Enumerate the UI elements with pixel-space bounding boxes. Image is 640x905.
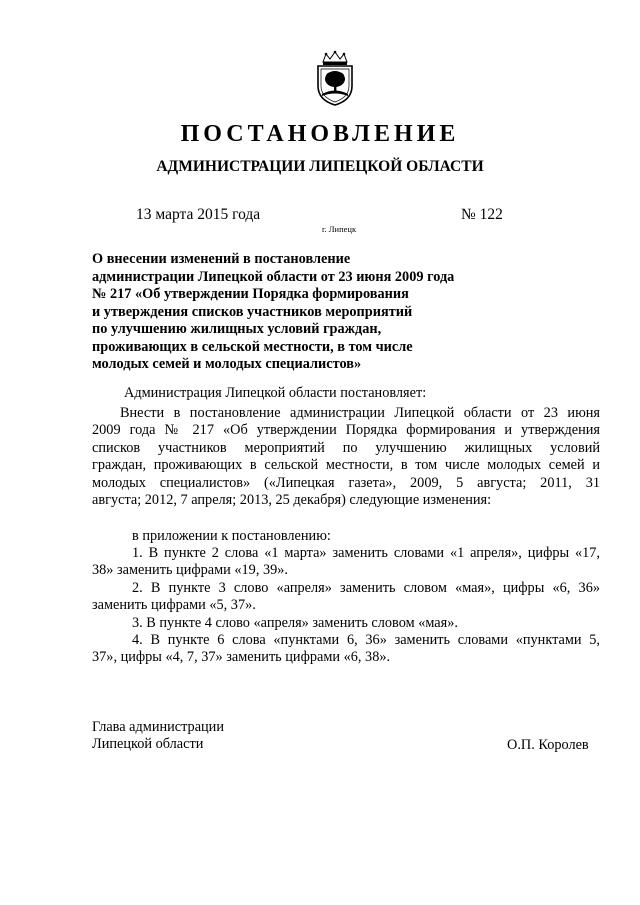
decree-line: списков участников мероприятий по улучшению жилищных условий bbox=[92, 439, 600, 456]
heading-line: № 217 «Об утверждении Порядка формирования bbox=[92, 286, 409, 302]
signatory-name: О.П. Королев bbox=[507, 737, 589, 753]
amendment-item-1: 1. В пункте 2 слова «1 марта» заменить словами «1 апреля», цифры «17, bbox=[132, 545, 600, 561]
signatory-position bbox=[92, 719, 224, 754]
document-heading bbox=[92, 251, 532, 374]
amendment-item-1-cont: 38» заменить цифрами «19, 39». bbox=[92, 562, 288, 579]
decree-line: молодых специалистов» («Липецкая газета», 2009, 5 августа; 2011, 31 bbox=[92, 474, 600, 491]
decree-line: Внести в постановление администрации Липецкой области от 23 июня bbox=[120, 405, 600, 421]
intro-text: Администрация Липецкой области постановляет: bbox=[124, 385, 427, 401]
amendment-item-3: 3. В пункте 4 слово «апреля» заменить словом «мая». bbox=[132, 614, 458, 631]
amendment-item-2-cont: заменить цифрами «5, 37». bbox=[92, 597, 256, 614]
decree-line: 2009 года № 217 «Об утверждении Порядка формирования и утверждения bbox=[92, 422, 600, 439]
appendix-paragraph bbox=[92, 528, 600, 545]
document-subtitle: АДМИНИСТРАЦИИ ЛИПЕЦКОЙ ОБЛАСТИ bbox=[156, 158, 484, 175]
document-number: № 122 bbox=[461, 206, 503, 223]
heading-line: молодых семей и молодых специалистов» bbox=[92, 356, 362, 372]
amendment-list bbox=[92, 545, 600, 667]
lipetsk-coat-of-arms-icon bbox=[314, 50, 356, 106]
document-title: ПОСТАНОВЛЕНИЕ bbox=[180, 121, 460, 147]
appendix-text: в приложении к постановлению: bbox=[132, 528, 331, 544]
decree-line: августа; 2012, 7 апреля; 2013, 25 декабря) следующие изменения: bbox=[92, 492, 492, 509]
decree-paragraph bbox=[92, 405, 600, 509]
intro-paragraph bbox=[92, 385, 600, 402]
heading-line: и утверждения списков участников мероприятий bbox=[92, 303, 413, 320]
amendment-item-4: 4. В пункте 6 слова «пунктами 6, 36» заменить словами «пунктами 5, bbox=[132, 632, 600, 649]
heading-line: по улучшению жилищных условий граждан, bbox=[92, 321, 382, 337]
amendment-item-4-cont: 37», цифры «4, 7, 37» заменить цифрами «6, 38». bbox=[92, 649, 391, 666]
signatory-position-line: Липецкой области bbox=[92, 736, 204, 753]
heading-line: проживающих в сельской местности, в том числе bbox=[92, 338, 413, 355]
decree-line: граждан, проживающих в сельской местности, в том числе молодых семей и bbox=[92, 457, 600, 474]
signatory-position-line: Глава администрации bbox=[92, 719, 224, 735]
heading-line: О внесении изменений в постановление bbox=[92, 251, 351, 267]
heading-line: администрации Липецкой области от 23 июня 2009 года bbox=[92, 268, 455, 285]
document-city: г. Липецк bbox=[322, 224, 357, 234]
document-date: 13 марта 2015 года bbox=[136, 206, 261, 223]
amendment-item-2: 2. В пункте 3 слово «апреля» заменить словом «мая», цифры «6, 36» bbox=[132, 579, 600, 596]
